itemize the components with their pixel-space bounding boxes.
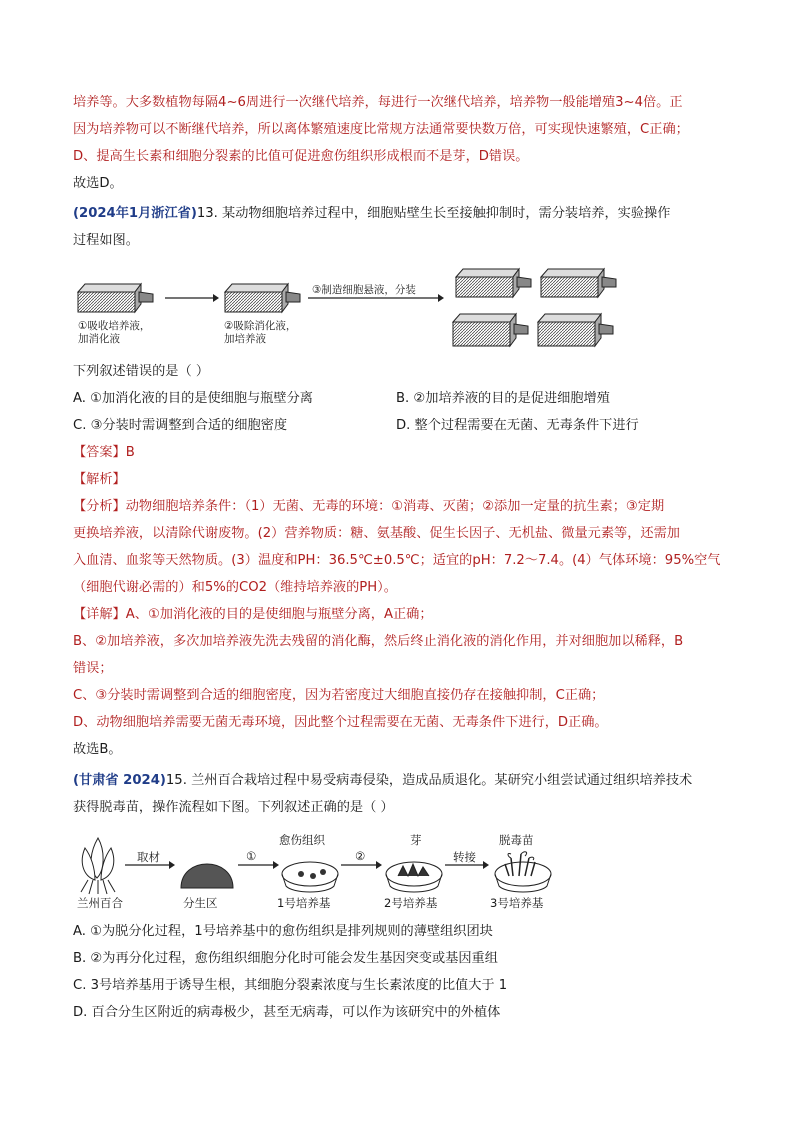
figure-label: 1号培养基 [277, 896, 331, 910]
text-line: 因为培养物可以不断继代培养，所以离体繁殖速度比常规方法通常要快数万倍，可实现快速繁殖，C正确； [73, 122, 689, 137]
text-line: 故选B。 [73, 742, 122, 757]
option-b: B. ②加培养液的目的是促进细胞增殖 [396, 391, 610, 406]
text-line: 【分析】动物细胞培养条件：（1）无菌、无毒的环境：①消毒、灭菌；②添加一定量的抗生素；③定期 [73, 499, 665, 514]
figure-label: 脱毒苗 [499, 833, 534, 847]
cell-culture-figure [73, 262, 633, 362]
question-source: (2024年1月浙江省) [73, 206, 197, 221]
stem-text: 15. 兰州百合栽培过程中易受病毒侵染，造成品质退化。某研究小组尝试通过组织培养技术 [165, 773, 693, 788]
option-a: A. ①加消化液的目的是使细胞与瓶壁分离 [73, 391, 313, 406]
figure-label: 分生区 [183, 896, 218, 910]
flask-icon [78, 284, 153, 312]
question-prompt: 下列叙述错误的是（ ） [73, 364, 210, 379]
answer-label: 【答案】B [73, 445, 135, 460]
text-line: D、提高生长素和细胞分裂素的比值可促进愈伤组织形成根而不是芽，D错误。 [73, 149, 529, 164]
figure-label: 加消化液 [78, 333, 120, 345]
lily-bulb-icon [81, 838, 115, 894]
option-c: C. 3号培养基用于诱导生根，其细胞分裂素浓度与生长素浓度的比值大于 1 [73, 978, 508, 993]
text-line: 更换培养液，以清除代谢废物。(2）营养物质：糖、氨基酸、促生长因子、无机盐、微量元素等，还需加 [73, 526, 680, 541]
text-line: 培养等。大多数植物每隔4~6周进行一次继代培养，每进行一次继代培养，培养物一般能增殖3~4倍。正 [73, 95, 683, 110]
option-b: B. ②为再分化过程，愈伤组织细胞分化时可能会发生基因突变或基因重组 [73, 951, 498, 966]
text-line: 错误； [73, 661, 113, 676]
flask-icon [538, 314, 613, 346]
text-line: B、②加培养液，多次加培养液先洗去残留的消化酶，然后终止消化液的消化作用，并对细胞加以稀释，B [73, 634, 684, 649]
figure-label: ③制造细胞悬液，分装 [312, 284, 416, 296]
figure-label: ①吸收培养液， [78, 320, 151, 332]
culture-dish-icon [386, 862, 442, 892]
text-line: 故选D。 [73, 176, 123, 191]
flask-icon [541, 269, 616, 297]
text-line: 【详解】A、①加消化液的目的是使细胞与瓶壁分离，A正确； [73, 607, 433, 622]
figure-label: 2号培养基 [384, 896, 438, 910]
option-c: C. ③分装时需调整到合适的细胞密度 [73, 418, 288, 433]
option-d: D. 百合分生区附近的病毒极少，甚至无病毒，可以作为该研究中的外植体 [73, 1005, 501, 1020]
question-13-stem [73, 204, 734, 224]
figure-label: 加培养液 [224, 333, 266, 345]
figure-label: 兰州百合 [77, 896, 123, 910]
option-d: D. 整个过程需要在无菌、无毒条件下进行 [396, 418, 639, 433]
analysis-label: 【解析】 [73, 472, 126, 487]
figure-label: ②吸除消化液， [224, 320, 297, 332]
figure-label: 转接 [453, 850, 476, 864]
question-15-stem [73, 771, 734, 791]
stem-text: 13. 某动物细胞培养过程中，细胞贴壁生长至接触抑制时，需分装培养，实验操作 [196, 206, 671, 221]
flask-icon [453, 314, 528, 346]
flask-icon [456, 269, 531, 297]
text-line: 入血清、血浆等天然物质。(3）温度和PH：36.5℃±0.5℃；适宜的pH：7.2～7.4。(4）气体环境：95%空气 [73, 553, 721, 568]
flask-icon [225, 284, 300, 312]
figure-label: 取材 [137, 850, 160, 864]
meristem-icon [181, 864, 233, 888]
question-source: (甘肃省 2024) [73, 773, 166, 788]
option-a: A. ①为脱分化过程，1号培养基中的愈伤组织是排列规则的薄壁组织团块 [73, 924, 493, 939]
figure-label: 3号培养基 [490, 896, 544, 910]
figure-label: 芽 [410, 833, 422, 847]
figure-label: ① [246, 849, 257, 863]
culture-dish-icon [282, 862, 338, 892]
figure-label: 愈伤组织 [279, 833, 325, 847]
figure-label: ② [355, 849, 366, 863]
text-line: C、③分装时需调整到合适的细胞密度，因为若密度过大细胞直接仍存在接触抑制，C正确； [73, 688, 605, 703]
culture-dish-icon [495, 852, 551, 892]
text-line: （细胞代谢必需的）和5%的CO2（维持培养液的PH）。 [73, 580, 397, 595]
text-line: 过程如图。 [73, 233, 139, 248]
text-line: D、动物细胞培养需要无菌无毒环境，因此整个过程需要在无菌、无毒条件下进行，D正确。 [73, 715, 608, 730]
text-line: 获得脱毒苗，操作流程如下图。下列叙述正确的是（ ） [73, 800, 394, 815]
